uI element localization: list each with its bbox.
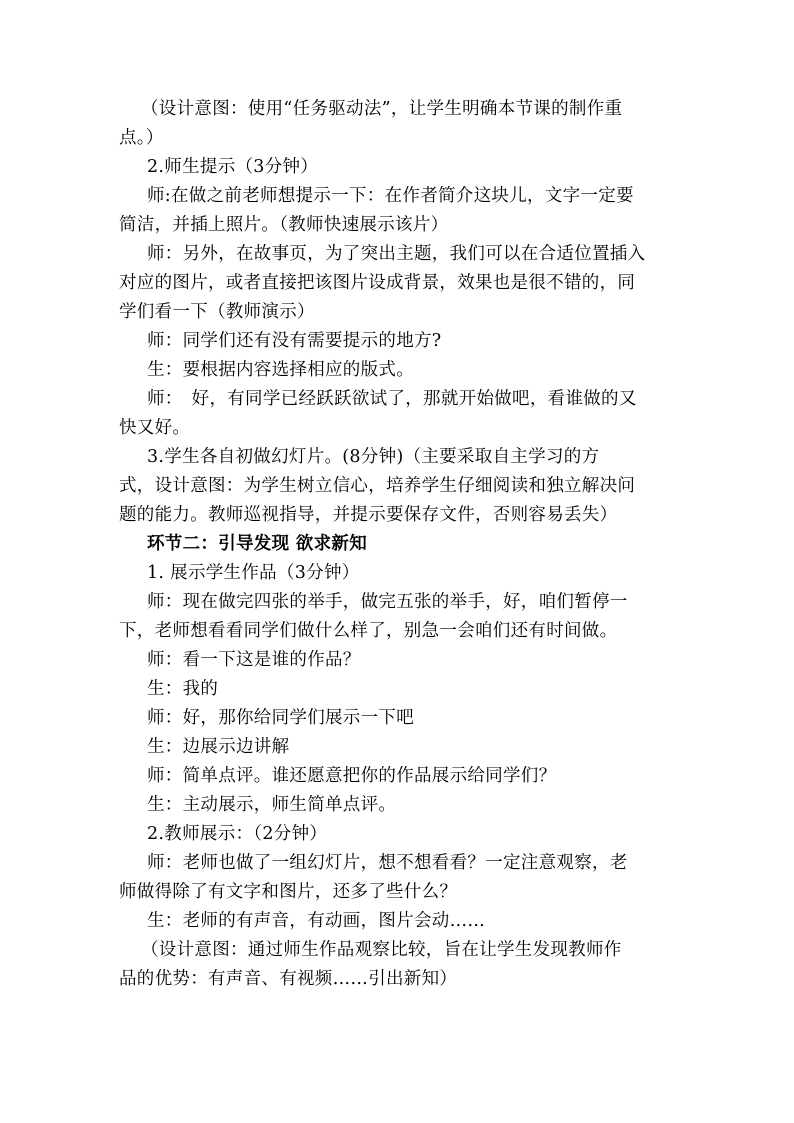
paragraph-line: 对应的图片，或者直接把该图片设成背景，效果也是很不错的，同: [119, 273, 636, 293]
document-page: [119, 95, 679, 994]
design-intent-line-1: （设计意图：使用“任务驱动法”，让学生明确本节课的制作重: [141, 99, 623, 119]
dialogue-line: 生：我的: [147, 679, 219, 699]
paragraph-line: 师:在做之前老师想提示一下：在作者简介这块儿，文字一定要: [147, 186, 634, 206]
paragraph-line: 师：另外，在故事页，为了突出主题，我们可以在合适位置插入: [147, 244, 646, 264]
paragraph-line: 师：老师也做了一组幻灯片，想不想看看？一定注意观察，老: [147, 853, 628, 873]
section-heading-student-slides: 3.学生各自初做幻灯片。(8分钟)（主要采取自主学习的方: [147, 447, 600, 467]
design-intent-line: 品的优势：有声音、有视频……引出新知）: [119, 969, 458, 989]
paragraph-line: 快又好。: [119, 418, 191, 438]
paragraph-line: 简洁，并插上照片。（教师快速展示该片）: [119, 215, 449, 235]
paragraph-line: 题的能力。教师巡视指导，并提示要保存文件，否则容易丢失）: [119, 505, 618, 525]
dialogue-line: 师：好，那你给同学们展示一下吧: [147, 708, 414, 728]
dialogue-line: 师：看一下这是谁的作品？: [147, 650, 361, 670]
dialogue-line: 生：主动展示，师生简单点评。: [147, 795, 397, 815]
paragraph-line: 师： 好，有同学已经跃跃欲试了，那就开始做吧，看谁做的又: [147, 389, 637, 409]
design-intent-line-2: 点。）: [119, 128, 164, 148]
section-heading-teacher-show: 2.教师展示：（2分钟）: [147, 824, 328, 844]
dialogue-line: 生：老师的有声音，有动画，图片会动……: [147, 911, 486, 931]
section-heading-show-student-work: 1. 展示学生作品（3分钟）: [147, 563, 360, 583]
dialogue-line: 生：边展示边讲解: [147, 737, 290, 757]
dialogue-line: 师：简单点评。谁还愿意把你的作品展示给同学们？: [147, 766, 557, 786]
paragraph-line: 师：现在做完四张的举手，做完五张的举手，好，咱们暂停一: [147, 592, 628, 612]
stage-two-heading: 环节二：引导发现 欲求新知: [147, 534, 367, 554]
design-intent-line: （设计意图：通过师生作品观察比较，旨在让学生发现教师作: [141, 940, 622, 960]
section-heading-teacher-student-tips: 2.师生提示（3分钟）: [147, 157, 319, 177]
paragraph-line: 生：要根据内容选择相应的版式。: [147, 360, 414, 380]
paragraph-line: 式，设计意图：为学生树立信心，培养学生仔细阅读和独立解决问: [119, 476, 636, 496]
paragraph-line: 师做得除了有文字和图片，还多了些什么？: [119, 882, 458, 902]
paragraph-line: 下，老师想看看同学们做什么样了，别急一会咱们还有时间做。: [119, 621, 618, 641]
paragraph-line: 师：同学们还有没有需要提示的地方?: [147, 331, 442, 351]
paragraph-line: 学们看一下（教师演示）: [119, 302, 315, 322]
